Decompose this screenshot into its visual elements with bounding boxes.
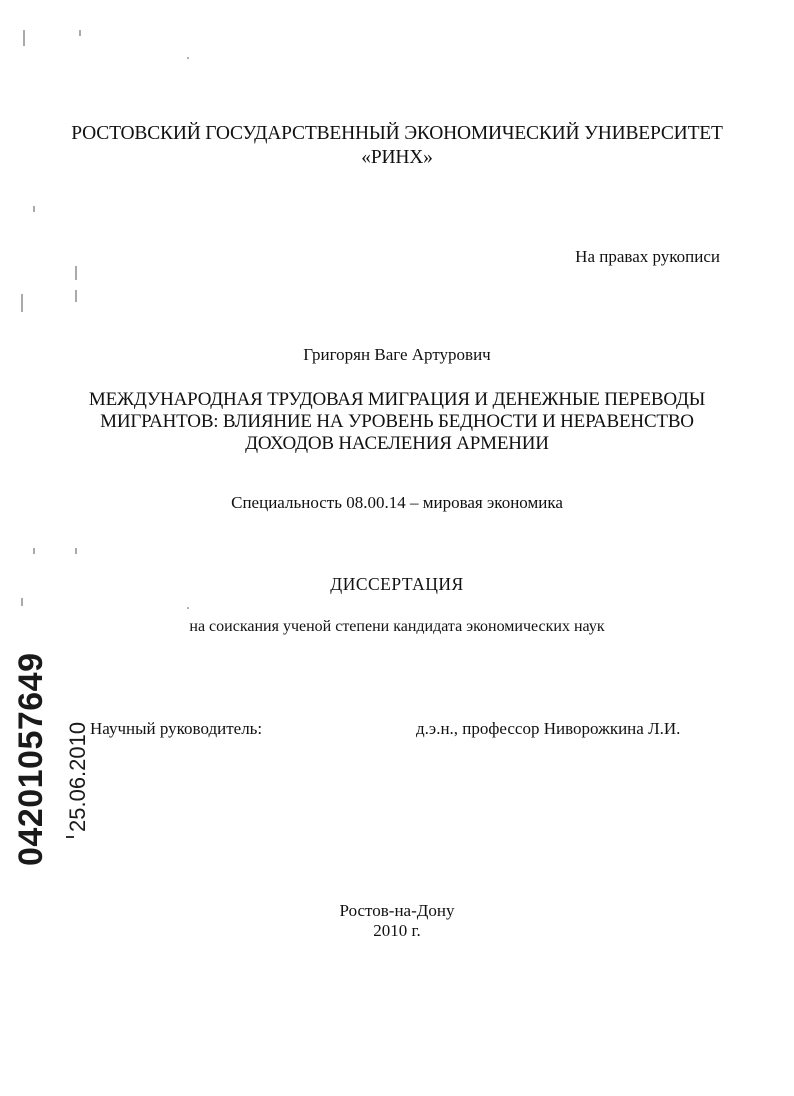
year: 2010 г. (373, 921, 421, 940)
advisor-label: Научный руководитель: (90, 719, 263, 738)
document-type: ДИССЕРТАЦИЯ (330, 574, 464, 594)
university-line-2: «РИНХ» (361, 147, 433, 168)
specialty: Специальность 08.00.14 – мировая экономика (231, 493, 563, 512)
rights-note: На правах рукописи (575, 247, 720, 266)
university-name (0, 122, 794, 170)
author-name: Григорян Ваге Артурович (303, 345, 491, 364)
degree-line: на соискания ученой степени кандидата экономических наук (189, 618, 605, 635)
stamp-id-number: 04201057649 (12, 652, 50, 866)
advisor-name: д.э.н., профессор Ниворожкина Л.И. (416, 719, 681, 738)
title-line-2: МИГРАНТОВ: ВЛИЯНИЕ НА УРОВЕНЬ БЕДНОСТИ И НЕРАВЕНСТВО (100, 411, 694, 432)
title-line-3: ДОХОДОВ НАСЕЛЕНИЯ АРМЕНИИ (245, 433, 549, 454)
stamp-dash (66, 836, 74, 838)
stamp-date-text: 25.06.2010 (65, 721, 90, 832)
university-line-1: РОСТОВСКИЙ ГОСУДАРСТВЕННЫЙ ЭКОНОМИЧЕСКИЙ УНИВЕРСИТЕТ (71, 123, 723, 144)
title-line-1: МЕЖДУНАРОДНАЯ ТРУДОВАЯ МИГРАЦИЯ И ДЕНЕЖНЫЕ ПЕРЕВОДЫ (88, 389, 706, 410)
place: Ростов-на-Дону (339, 901, 455, 920)
dissertation-title (0, 389, 794, 455)
